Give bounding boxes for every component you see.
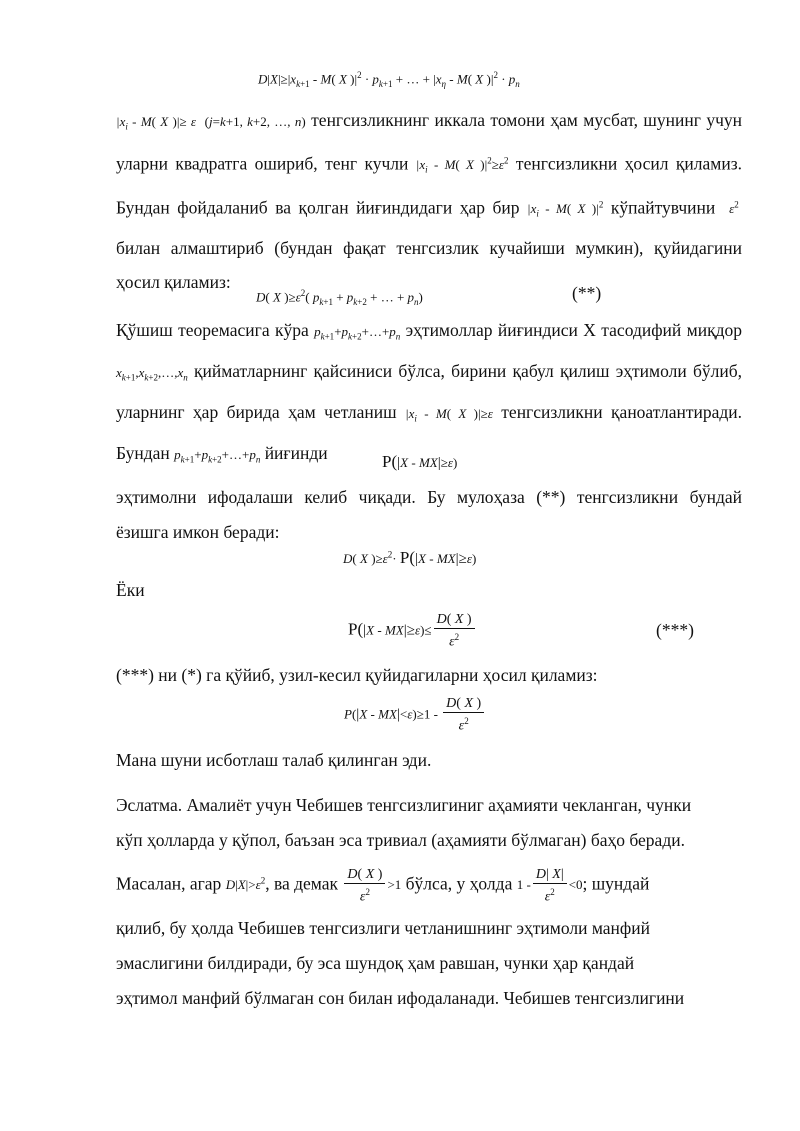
note-line-2: кўп ҳолларда у қўпол, баъзан эса тривиал (аҳамияти бўлмаган) баҳо беради. — [116, 830, 685, 850]
formula-prob: P(|X - MX|≥ε) — [382, 452, 458, 471]
formula-ineq5: P(|X - MX|<ε)≥1 - $\frac{D( X )}{\varepsilon^2}$ — [344, 696, 486, 735]
formula-ex2: $\frac{D( X )}{\varepsilon^2}$ >1 — [342, 877, 401, 892]
paragraph-1-text-a: тенгсизликнинг иккала томони ҳам мусбат, шунинг учун уларни квадратга ошириб, тенг кучли — [116, 110, 742, 174]
note-line-3-a: Масалан, агар — [116, 873, 222, 894]
note-line-3-b: , ва демак — [265, 873, 339, 894]
formula-top: $D|X|\ge|x_{k+1} - M$( X )$|^2 \cdot p_{k+1}$ + … + $|x_\eta - M$( X )$|^2 \cdot p_n$ — [258, 70, 520, 89]
paragraph-2-text-b: эҳтимоллар йиғиндиси X тасодифий миқдор — [405, 320, 742, 340]
word-eki: Ёки — [116, 580, 145, 600]
note-line-3-c: бўлса, у ҳолда — [405, 873, 513, 894]
equation-tag-2: (**) — [572, 283, 602, 303]
formula-sq-cond: $|x_i - M$( X )$|^2\ge\varepsilon^2$ — [415, 156, 509, 176]
formula-cond3: $|x_i - M$( X )|≥ε — [405, 406, 493, 424]
equation-tag-3: (***) — [656, 620, 694, 640]
note-line-3 — [116, 866, 742, 906]
note-line-6: эҳтимол манфий бўлмаган сон билан ифодаланади. Чебишев тенгсизлигини — [116, 988, 685, 1008]
note-line-4: қилиб, бу ҳолда Чебишев тенгсизлиги четланишнинг эҳтимоли манфий — [116, 918, 650, 938]
formula-ex1: $D|X|>\varepsilon^2$ — [225, 876, 266, 893]
paragraph-2-text-e: йиғинди — [264, 443, 328, 464]
paragraph-4: (***) ни (*) га қўйиб, узил-кесил қуйидагиларни ҳосил қиламиз: — [116, 665, 598, 685]
paragraph-1-text-d: билан алмаштириб (бундан фақат тенгсизлик кучайиши мумкин), қуйидагини ҳосил қиламиз: — [116, 237, 742, 293]
paragraph-5: Мана шуни исботлаш талаб қилинган эди. — [116, 750, 432, 770]
formula-psum: $p_{k+1}+p_{k+2}+\dots+p_n$ — [314, 324, 401, 342]
formula-ex3: 1 - $\frac{D| X|}{\varepsilon^2}$ <0 — [516, 867, 583, 905]
formula-ineq2: D( X )$\ge\varepsilon^2$( $p_{k+1} + p_{k+2}$ + … + $p_n$) — [256, 288, 423, 307]
formula-abs-cond: $|x_i - M$( X )|≥ ε (j=k+1, k+2, …, n) — [116, 114, 306, 132]
paragraph-1-text-c: кўпайтувчини — [610, 196, 716, 217]
paragraph-3-text: эҳтимолни ифодалаши келиб чиқади. Бу мулоҳаза (**) тенгсизликни бундай ёзишга имкон беради: — [116, 487, 742, 542]
paragraph-2-text-c: қийматларнинг қайсиниси бўлса, бирини қабул қилиш эҳтимоли бўлиб, уларнинг ҳар бирида ҳам четланиш — [116, 361, 742, 423]
paragraph-1-text-b: тенгсизликни ҳосил қиламиз. Бундан фойдаланиб ва қолган йиғиндидаги ҳар бир — [116, 153, 742, 217]
paragraph-3 — [116, 480, 742, 549]
formula-xs: $x_{k+1},x_{k+2},\dots,x_n$ — [116, 365, 188, 383]
formula-eps2: $\varepsilon^2$ — [722, 199, 739, 216]
formula-ineq4: P(|X - MX|≥ε)≤ $\frac{D( X )}{\varepsilon^2}$ — [348, 612, 477, 651]
paragraph-1 — [116, 103, 742, 300]
note-line-3-d: ; шундай — [582, 873, 650, 894]
note-line-1: Эслатма. Амалиёт учун Чебишев тенгсизлигиниг аҳамияти чекланган, чунки — [116, 795, 692, 815]
paragraph-2-text-a: Қўшиш теоремасига кўра — [116, 320, 309, 340]
paragraph-2-text-d: тенгсизликни қаноатлантиради. Бундан — [116, 402, 742, 464]
formula-factor: $|x_i - M$( X )$|^2$ — [527, 199, 604, 219]
formula-ineq3: D( X )$\ge\varepsilon^2\cdot P(|X - MX|\ge\varepsilon)$ — [343, 548, 477, 567]
formula-psum-2: $p_{k+1}+p_{k+2}+\dots+p_n$ — [174, 447, 261, 465]
note-line-5: эмаслигини билдиради, бу эса шундоқ ҳам равшан, чунки ҳар қандай — [116, 953, 635, 973]
